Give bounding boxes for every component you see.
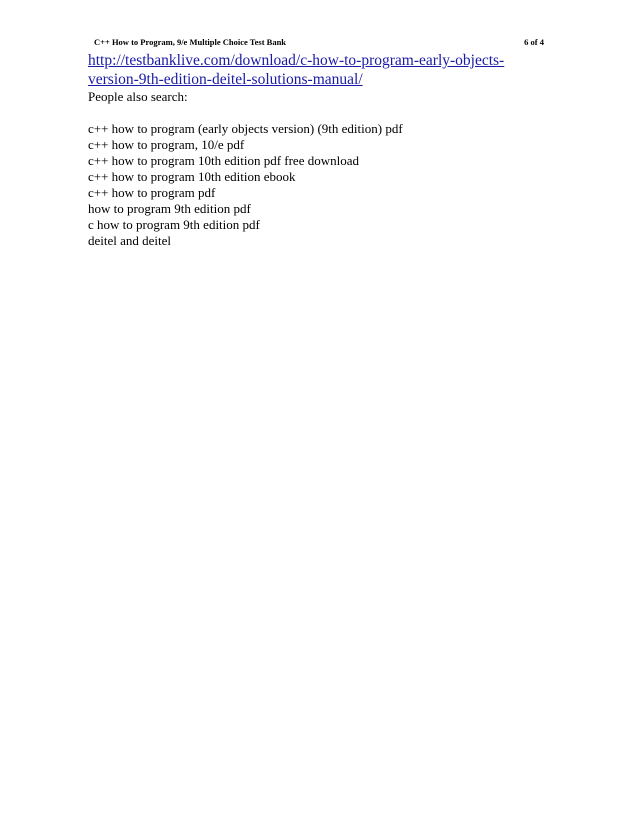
download-link-line-2: version-9th-edition-deitel-solutions-manual/	[88, 71, 363, 88]
header-title: C++ How to Program, 9/e Multiple Choice Test Bank	[94, 37, 287, 47]
search-suggestions-list	[88, 121, 403, 249]
download-link[interactable]	[88, 52, 504, 88]
people-also-search-heading: People also search:	[88, 89, 188, 104]
search-suggestion: c++ how to program pdf	[88, 185, 216, 200]
search-suggestion: c++ how to program (early objects version) (9th edition) pdf	[88, 121, 403, 136]
download-link-block	[88, 51, 518, 89]
search-suggestion: c how to program 9th edition pdf	[88, 217, 260, 232]
search-suggestion: deitel and deitel	[88, 233, 172, 248]
search-suggestion: how to program 9th edition pdf	[88, 201, 251, 216]
search-suggestion: c++ how to program 10th edition pdf free download	[88, 153, 359, 168]
search-suggestion: c++ how to program 10th edition ebook	[88, 169, 296, 184]
search-suggestion: c++ how to program, 10/e pdf	[88, 137, 245, 152]
running-header	[94, 36, 544, 48]
download-link-line-1: http://testbanklive.com/download/c-how-to-program-early-objects-	[88, 52, 505, 69]
page-number: 6 of 4	[524, 37, 544, 47]
